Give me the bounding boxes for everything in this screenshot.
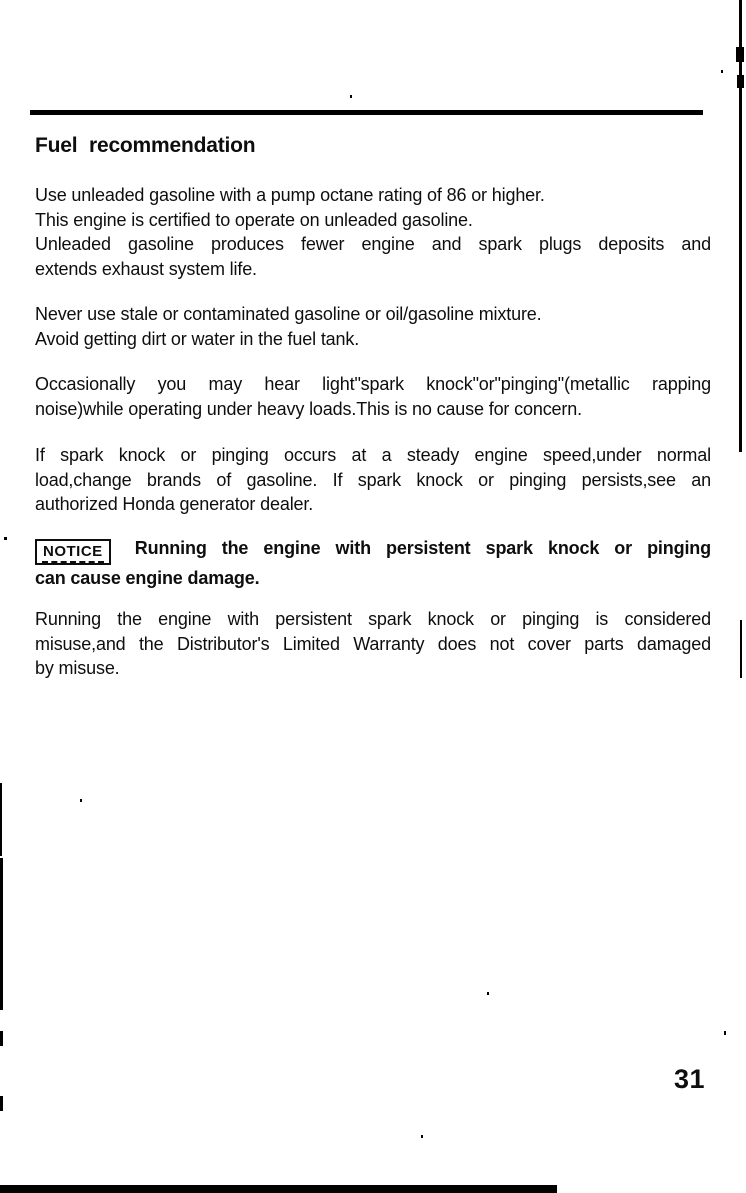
paragraph-octane-rating (35, 183, 711, 281)
text-line: This engine is certified to operate on unleaded gasoline. (35, 209, 473, 230)
notice-label: NOTICE (42, 543, 104, 563)
scan-edge-mark (0, 783, 2, 856)
text-line: by misuse. (35, 658, 120, 679)
scan-speck (80, 799, 82, 802)
scan-speck (4, 537, 7, 540)
notice-paragraph (35, 535, 711, 592)
paragraph-change-brands (35, 443, 711, 517)
text-line: Occasionally you may hear light"spark knock"or"pinging"(metallic rapping (35, 374, 711, 394)
scan-edge-mark (740, 620, 742, 678)
text-line: extends exhaust system life. (35, 258, 257, 279)
top-horizontal-rule (30, 110, 703, 115)
text-line: noise)while operating under heavy loads.This is no cause for concern. (35, 398, 582, 419)
notice-text: Running the engine with persistent spark knock or pinging (134, 538, 711, 558)
section-title: Fuel recommendation (35, 134, 256, 157)
paragraph-stale-gasoline (35, 302, 711, 351)
page-number: 31 (674, 1064, 706, 1094)
scan-edge-mark (739, 0, 742, 452)
scan-speck (724, 1031, 726, 1035)
paragraph-warranty-misuse (35, 607, 711, 681)
text-line: Unleaded gasoline produces fewer engine and spark plugs deposits and (35, 234, 711, 255)
text-line: load,change brands of gasoline. If spark knock or pinging persists,see an (35, 469, 711, 490)
text-line: Avoid getting dirt or water in the fuel tank. (35, 328, 360, 349)
notice-line-1 (35, 535, 711, 565)
text-line: authorized Honda generator dealer. (35, 494, 314, 515)
scan-speck (721, 70, 723, 73)
scan-edge-mark (0, 1096, 3, 1111)
paragraph-spark-knock (35, 372, 711, 421)
text-line: If spark knock or pinging occurs at a steady engine speed,under normal (35, 445, 711, 465)
scan-speck (487, 992, 489, 995)
text-line: Use unleaded gasoline with a pump octane rating of 86 or higher. (35, 185, 545, 205)
scan-edge-mark (736, 47, 744, 62)
notice-box (35, 539, 111, 565)
text-line: Running the engine with persistent spark knock or pinging is considered (35, 609, 711, 629)
scan-edge-mark (0, 1031, 3, 1046)
scan-speck (350, 95, 352, 98)
scan-edge-mark (0, 858, 3, 1010)
text-line: misuse,and the Distributor's Limited Warranty does not cover parts damaged (35, 633, 711, 654)
text-line: Never use stale or contaminated gasoline or oil/gasoline mixture. (35, 304, 542, 324)
bottom-scan-bar (0, 1185, 557, 1193)
scan-speck (421, 1135, 423, 1138)
scan-edge-mark (737, 75, 744, 88)
notice-line-2: can cause engine damage. (35, 567, 260, 588)
